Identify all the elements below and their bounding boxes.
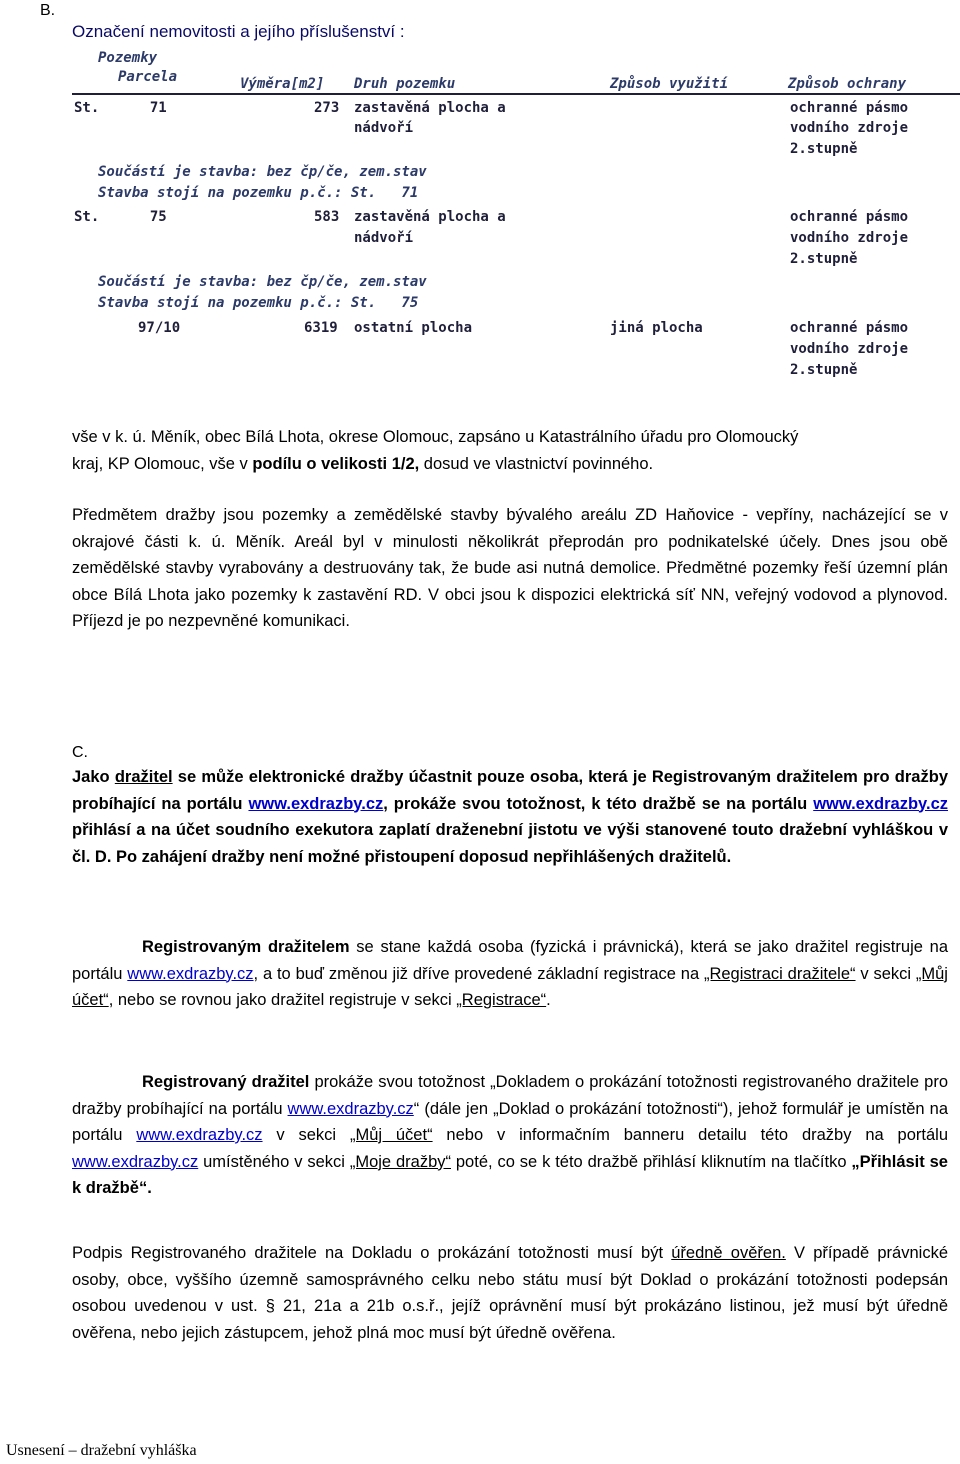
col-zpusob-ochrany: Způsob ochrany <box>788 76 907 92</box>
row1-ochrana2: vodního zdroje <box>790 120 909 136</box>
row2-stoji: Stavba stojí na pozemku p.č.: St. 75 <box>98 295 419 311</box>
row1-druh2: nádvoří <box>354 120 414 136</box>
col-vymera: Výměra[m2] <box>240 76 325 92</box>
signature-text-1: Podpis Registrovaného dražitele na Dokladu o prokázání totožnosti musí být <box>72 1244 672 1262</box>
cadastre-group-title: Pozemky <box>98 50 158 66</box>
prihlasit-button-ref: „Přihlásit se k dražbě“. <box>72 1152 948 1197</box>
row3-ochrana2: vodního zdroje <box>790 341 909 357</box>
row3-druh: ostatní plocha <box>354 320 473 336</box>
muj-ucet-ref-2: „Můj účet“ <box>349 1126 433 1144</box>
signature-text-2: V případě právnické osoby, obce, vyššího územně samosprávného celku nebo státu musí být Doklad o prokázání totožnosti podepsán osobou uvedenou v ust. § 21, 21a a 21b o.s.ř., jejíž oprávnění musí být prokázáno listinou, jež musí být úředně ověřena, nebo jejich zástupcem, jehož plná moc musí být úředně ověřena. <box>72 1244 949 1342</box>
registered-bidder-term: Registrovaným dražitelem <box>142 938 350 956</box>
row2-ochrana2: vodního zdroje <box>790 230 909 246</box>
identity-text-6: poté, co se k této dražbě přihlásí kliknutím na tlačítko <box>451 1152 852 1171</box>
row1-ochrana3: 2.stupně <box>790 141 858 157</box>
row3-vyuziti: jiná plocha <box>610 320 703 336</box>
identity-text-2: “ (dále jen „Doklad o prokázání totožnosti“), jehož formulář je umístěn na portálu <box>72 1099 948 1144</box>
row1-vymera: 273 <box>314 100 340 116</box>
page-footer: Usnesení – dražební vyhláška <box>6 1442 197 1459</box>
row1-parcela: St. 71 <box>74 100 167 116</box>
header-rule <box>72 93 960 95</box>
identity-text-5: umístěného v sekci <box>198 1152 350 1171</box>
section-c-label: C. <box>72 744 88 761</box>
exdrazby-link-3[interactable]: www.exdrazby.cz <box>127 964 254 983</box>
share-size: podílu o velikosti 1/2, <box>252 454 420 473</box>
row1-druh: zastavěná plocha a <box>354 100 506 116</box>
registered-bidder-paragraph <box>72 934 948 1014</box>
cadastre-extract <box>72 46 960 386</box>
registrace-drazitele-ref: „Registraci dražitele“ <box>703 964 856 983</box>
exdrazby-link-5[interactable]: www.exdrazby.cz <box>136 1126 263 1144</box>
row2-druh2: nádvoří <box>354 230 414 246</box>
registered-text-1: se stane každá osoba (fyzická i právnická), která se jako dražitel registruje na portálu <box>72 938 948 983</box>
property-heading: Označení nemovitosti a jejího příslušenství : <box>72 22 405 41</box>
row1-ochrana: ochranné pásmo <box>790 100 909 116</box>
location-owner: dosud ve vlastnictví povinného. <box>419 454 654 473</box>
identity-term: Registrovaný dražitel <box>142 1073 310 1091</box>
exdrazby-link-6[interactable]: www.exdrazby.cz <box>72 1152 199 1171</box>
identity-text-4: nebo v informačním banneru detailu této dražby na portálu <box>432 1126 948 1144</box>
bidder-text-4: přihlásí a na účet soudního exekutora zaplatí draženební jistotu ve výši stanovené touto dražební vyhláškou v čl. D. Po zahájení dražby není možné přistoupení doposud nepřihlášených dražitelů. <box>72 821 948 866</box>
identity-paragraph <box>72 1069 948 1202</box>
notarized-term: úředně ověřen. <box>671 1244 786 1262</box>
col-druh: Druh pozemku <box>354 76 456 92</box>
row2-ochrana: ochranné pásmo <box>790 209 909 225</box>
moje-drazby-ref: „Moje dražby“ <box>349 1152 451 1171</box>
muj-ucet-ref: „Můj účet“ <box>72 964 948 1009</box>
row3-parcela: 97/10 <box>138 320 181 336</box>
row3-ochrana: ochranné pásmo <box>790 320 909 336</box>
signature-paragraph <box>72 1240 948 1346</box>
bidder-text-1: Jako <box>72 768 115 786</box>
registered-text-2: , a to buď změnou již dříve provedené základní registrace na <box>253 964 704 983</box>
row2-ochrana3: 2.stupně <box>790 251 858 267</box>
location-paragraph <box>72 424 948 477</box>
registered-text-4: , nebo se rovnou jako dražitel registruje v sekci <box>108 991 457 1009</box>
identity-text-3: v sekci <box>262 1126 350 1144</box>
section-b-label: B. <box>40 2 56 19</box>
bidder-text-2: se může elektronické dražby účastnit pouze osoba, která je Registrovaným dražitelem pro dražby probíhající na portálu <box>72 768 948 813</box>
row2-parcela: St. 75 <box>74 209 167 225</box>
bidder-paragraph <box>72 764 948 870</box>
row1-soucasti: Součástí je stavba: bez čp/če, zem.stav <box>98 164 427 180</box>
col-zpusob-vyuziti: Způsob využití <box>610 76 729 92</box>
row2-soucasti: Součástí je stavba: bez čp/če, zem.stav <box>98 274 427 290</box>
registered-text-5: . <box>546 991 551 1009</box>
row2-vymera: 583 <box>314 209 340 225</box>
bidder-term: dražitel <box>114 768 173 786</box>
identity-text-1: prokáže svou totožnost „Dokladem o prokázání totožnosti registrovaného dražitele pro dražby probíhající na portálu <box>72 1073 948 1118</box>
bidder-text-3: , prokáže svou totožnost, k této dražbě se na portálu <box>383 794 814 813</box>
row1-stoji: Stavba stojí na pozemku p.č.: St. 71 <box>98 185 419 201</box>
row2-druh: zastavěná plocha a <box>354 209 506 225</box>
exdrazby-link-2[interactable]: www.exdrazby.cz <box>813 794 948 813</box>
registrace-ref: „Registrace“ <box>456 991 547 1009</box>
subject-paragraph: Předmětem dražby jsou pozemky a zemědělské stavby bývalého areálu ZD Haňovice - vepříny, nacházející se v okrajové části k. ú. Měník. Areál byl v minulosti několikrát přeprodán pro podnikatelské účely. Dnes jsou obě zemědělské stavby vyrabovány a destruovány tak, že bude asi nutná demolice. Předmětné pozemky řeší územní plán obce Bílá Lhota jako pozemky k zastavění RD. V obci jsou k dispozici elektrická síť NN, veřejný vodovod a plynovod. Příjezd je po nezpevněné komunikaci. <box>72 506 948 630</box>
exdrazby-link-4[interactable]: www.exdrazby.cz <box>287 1099 414 1118</box>
col-parcela: Parcela <box>118 69 178 85</box>
exdrazby-link[interactable]: www.exdrazby.cz <box>248 794 384 813</box>
location-line-2 <box>72 451 948 478</box>
location-line-1: vše v k. ú. Měník, obec Bílá Lhota, okrese Olomouc, zapsáno u Katastrálního úřadu pro Olomoucký <box>72 428 799 446</box>
row3-ochrana3: 2.stupně <box>790 362 858 378</box>
row3-vymera: 6319 <box>304 320 338 336</box>
registered-text-3: v sekci <box>855 964 916 983</box>
location-text: kraj, KP Olomouc, vše v <box>72 454 253 473</box>
